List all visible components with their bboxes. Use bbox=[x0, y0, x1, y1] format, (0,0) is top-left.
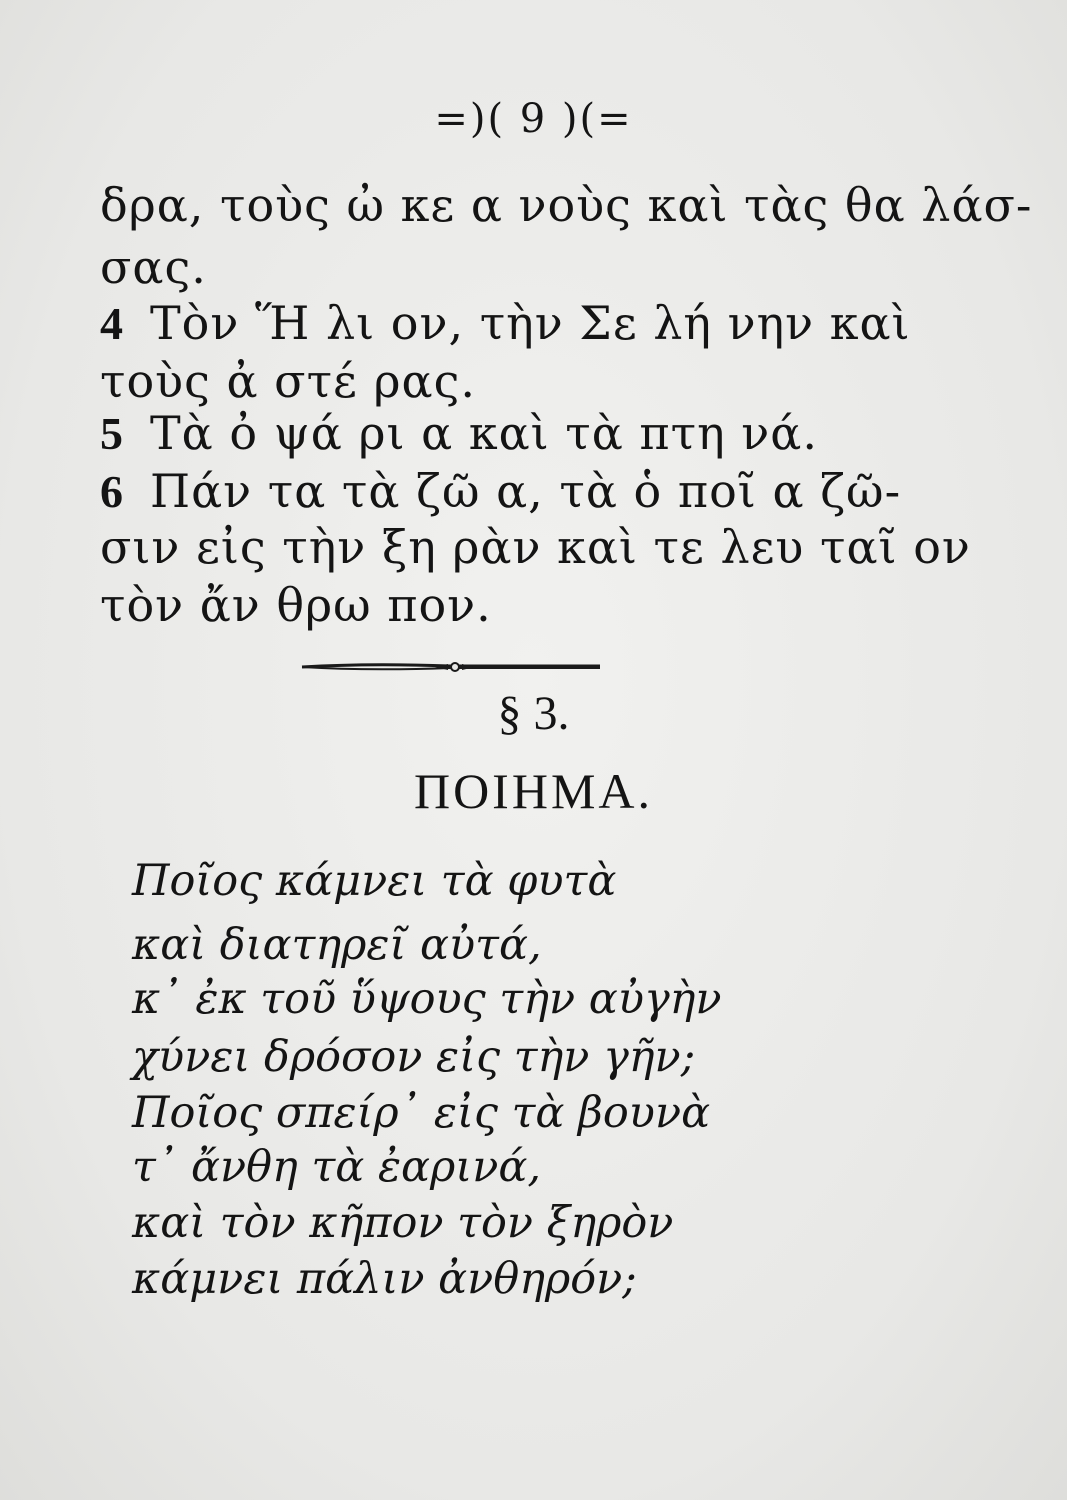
prose-line-4 bbox=[100, 354, 476, 408]
verse-line-4: χύνει δρόσον εἰς τὴν γῆν; bbox=[132, 1032, 696, 1082]
ornamental-rule bbox=[300, 660, 610, 674]
prose-text: σας. bbox=[100, 240, 207, 294]
prose-text: σιν εἰς τὴν ξη ρὰν καὶ τε λευ ταῖ ον bbox=[100, 520, 971, 574]
prose-line-3 bbox=[100, 296, 911, 350]
prose-line-6 bbox=[100, 464, 901, 518]
prose-text: τὸν ἄν θρω πον. bbox=[100, 578, 492, 632]
prose-text: τοὺς ἀ στέ ρας. bbox=[100, 354, 476, 408]
item-number: 4 bbox=[100, 298, 124, 349]
poem-title: ΠΟΙΗΜΑ. bbox=[413, 763, 654, 819]
section-number: § 3. bbox=[497, 687, 570, 740]
prose-text: Τὸν Ἥ λι ον, τὴν Σε λή νην καὶ bbox=[150, 296, 911, 350]
prose-line-7 bbox=[100, 520, 971, 574]
page-number-header: =)( 9 )(= bbox=[434, 96, 633, 142]
verse-line-1: Ποῖος κάμνει τὰ φυτὰ bbox=[132, 856, 617, 906]
prose-text: δρα, τοὺς ὠ κε α νοὺς καὶ τὰς θα λάσ- bbox=[100, 178, 1033, 232]
prose-line-2 bbox=[100, 240, 207, 294]
item-number: 6 bbox=[100, 466, 124, 517]
verse-line-6: τ᾽ ἄνθη τὰ ἐαρινά, bbox=[132, 1142, 542, 1192]
verse-line-7: καὶ τὸν κῆπον τὸν ξηρὸν bbox=[132, 1198, 674, 1248]
prose-line-1 bbox=[100, 178, 1032, 232]
prose-text: Τὰ ὀ ψά ρι α καὶ τὰ πτη νά. bbox=[150, 406, 818, 460]
verse-line-5: Ποῖος σπείρ᾽ εἰς τὰ βουνὰ bbox=[132, 1088, 711, 1138]
prose-text: Πάν τα τὰ ζῶ α, τὰ ὁ ποῖ α ζῶ- bbox=[150, 464, 902, 518]
prose-line-8 bbox=[100, 578, 492, 632]
prose-line-5 bbox=[100, 406, 818, 460]
verse-line-8: κάμνει πάλιν ἀνθηρόν; bbox=[132, 1254, 637, 1304]
verse-line-3: κ᾽ ἐκ τοῦ ὕψους τὴν αὐγὴν bbox=[132, 974, 722, 1024]
verse-line-2: καὶ διατηρεῖ αὐτά, bbox=[132, 920, 542, 970]
item-number: 5 bbox=[100, 408, 124, 459]
